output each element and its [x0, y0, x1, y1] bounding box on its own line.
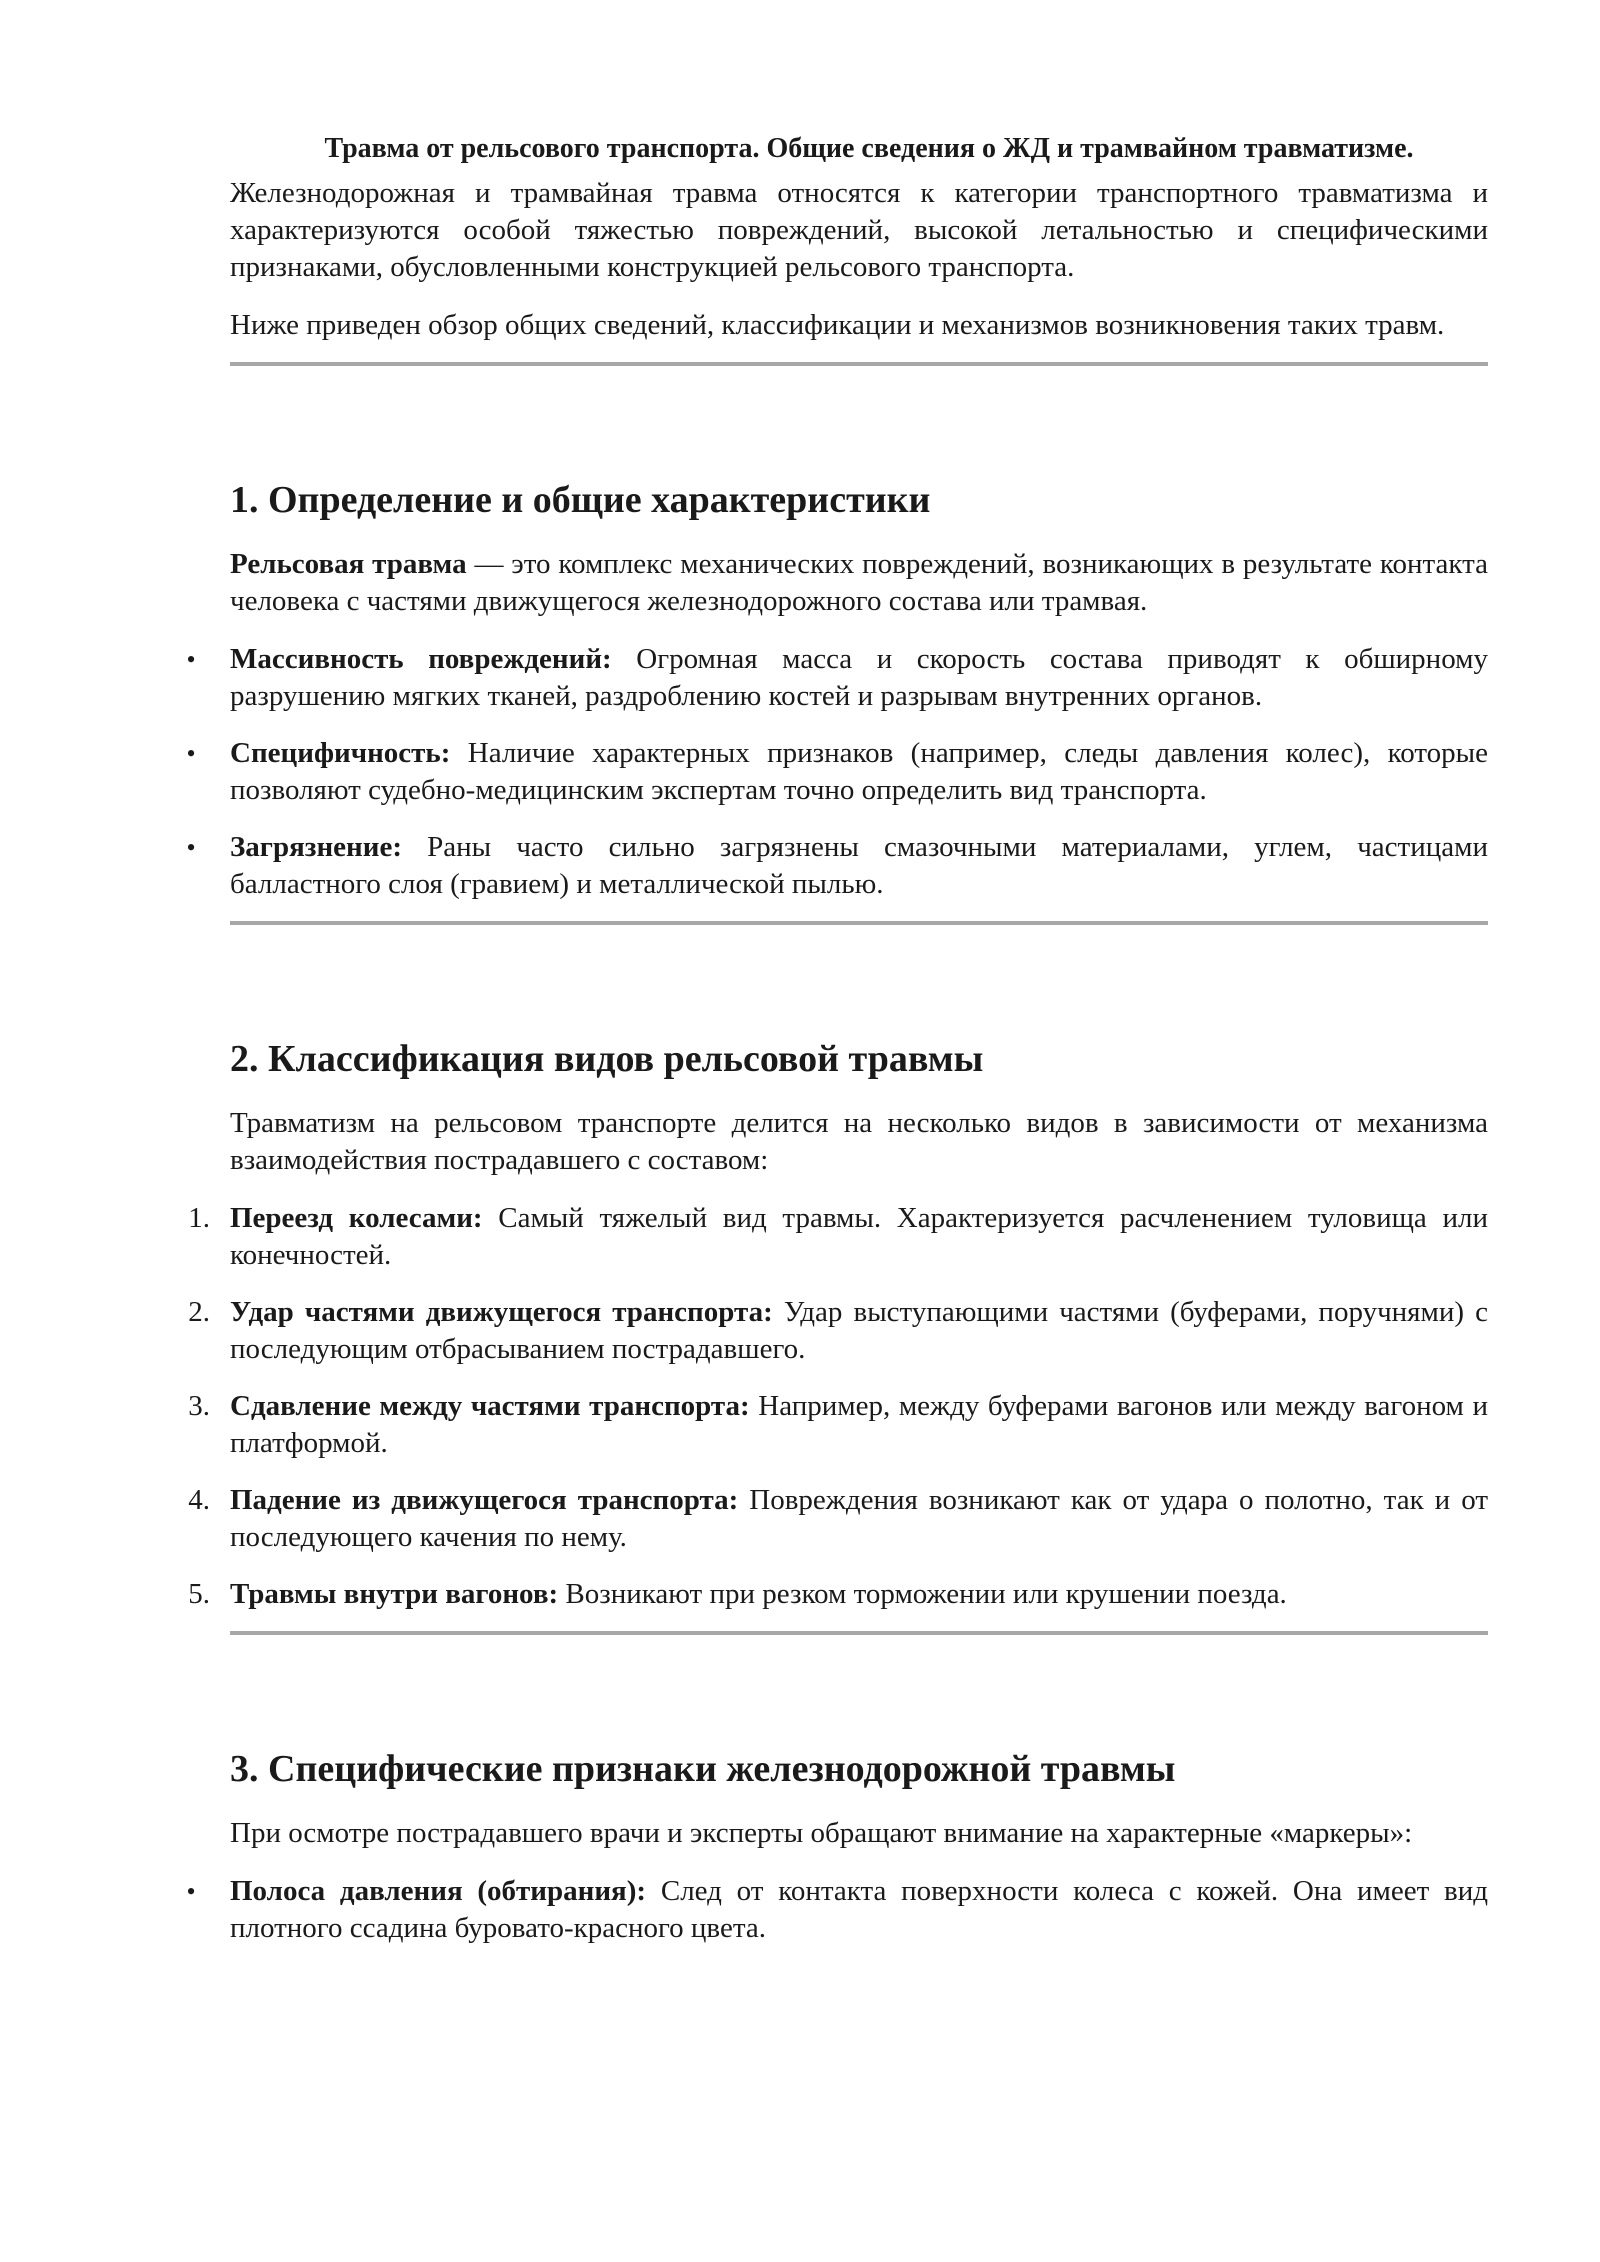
item-text: Удар выступающими частями (буферами, поручнями) с последующим отбрасыванием пострадавшего. [230, 1296, 1488, 1365]
section-classification [188, 1037, 1489, 1613]
section-heading: 1. Определение и общие характеристики [230, 479, 931, 521]
item-text: Наличие характерных признаков (например, следы давления колес), которые позволяют судебно-медицинским экспертам точно определить вид транспорта. [230, 737, 1488, 806]
section-divider [230, 921, 1488, 925]
list-item [188, 1200, 1488, 1274]
section-divider [230, 362, 1488, 366]
section-lead-paragraph: При осмотре пострадавшего врачи и эксперты обращают внимание на характерные «маркеры»: [230, 1817, 1413, 1849]
item-number: 3. [188, 1390, 210, 1422]
item-term: Удар частями движущегося транспорта: [230, 1296, 773, 1328]
item-text: Раны часто сильно загрязнены смазочными материалами, углем, частицами балластного слоя (гравием) и металлической пылью. [230, 831, 1488, 900]
lead-term: Рельсовая травма [230, 548, 467, 580]
intro-paragraph-2: Ниже приведен обзор общих сведений, классификации и механизмов возникновения таких травм. [230, 309, 1445, 341]
item-number: 1. [188, 1202, 210, 1234]
list-item [188, 1294, 1488, 1368]
list-item [186, 1873, 1489, 1947]
intro-paragraph-1: Железнодорожная и трамвайная травма относятся к категории транспортного травматизма и характеризуются особой тяжестью повреждений, высокой летальностью и специфическими признаками, обусловленными конструкцией рельсового транспорта. [230, 177, 1488, 283]
item-number: 5. [188, 1578, 210, 1610]
section-lead-paragraph: Травматизм на рельсовом транспорте делится на несколько видов в зависимости от механизма взаимодействия пострадавшего с составом: [230, 1107, 1488, 1176]
section-heading: 3. Специфические признаки железнодорожной травмы [230, 1748, 1176, 1790]
item-number: 2. [188, 1296, 210, 1328]
list-item [186, 735, 1488, 809]
bullet-icon: • [186, 1877, 196, 1906]
item-term: Полоса давления (обтирания): [230, 1875, 647, 1907]
list-item [186, 829, 1488, 903]
document-title: Травма от рельсового транспорта. Общие сведения о ЖД и трамвайном травматизме. [324, 133, 1414, 164]
section-divider [230, 1631, 1488, 1635]
item-term: Массивность повреждений: [230, 643, 612, 675]
item-term: Специфичность: [230, 737, 451, 769]
section-lead-paragraph [230, 546, 1488, 620]
item-text: След от контакта поверхности колеса с кожей. Она имеет вид плотного ссадина буровато-красного цвета. [230, 1875, 1489, 1944]
item-text: Повреждения возникают как от удара о полотно, так и от последующего качения по нему. [230, 1484, 1489, 1553]
signs-list [186, 1873, 1489, 1947]
item-number: 4. [188, 1484, 210, 1516]
item-term: Травмы внутри вагонов: [230, 1578, 559, 1610]
item-text: Огромная масса и скорость состава приводят к обширному разрушению мягких тканей, раздроблению костей и разрывам внутренних органов. [230, 643, 1488, 712]
item-term: Загрязнение: [230, 831, 402, 863]
item-text: Самый тяжелый вид травмы. Характеризуется расчленением туловища или конечностей. [230, 1202, 1488, 1271]
item-text: Возникают при резком торможении или крушении поезда. [558, 1578, 1287, 1610]
item-term: Сдавление между частями транспорта: [230, 1390, 750, 1422]
item-text: Например, между буферами вагонов или между вагоном и платформой. [230, 1390, 1489, 1459]
list-item [188, 1482, 1489, 1556]
list-item [186, 641, 1488, 715]
characteristics-list [186, 641, 1488, 903]
classification-list [188, 1200, 1489, 1613]
section-signs [186, 1747, 1489, 1947]
bullet-icon: • [186, 833, 196, 862]
section-definition [186, 478, 1488, 903]
bullet-icon: • [186, 739, 196, 768]
section-heading: 2. Классификация видов рельсовой травмы [230, 1038, 984, 1080]
item-term: Падение из движущегося транспорта: [230, 1484, 739, 1516]
lead-text: — это комплекс механических повреждений, возникающих в результате контакта человека с частями движущегося железнодорожного состава или трамвая. [230, 548, 1488, 617]
list-item [188, 1576, 1488, 1613]
list-item [188, 1388, 1489, 1462]
bullet-icon: • [186, 645, 196, 674]
item-term: Переезд колесами: [230, 1202, 483, 1234]
